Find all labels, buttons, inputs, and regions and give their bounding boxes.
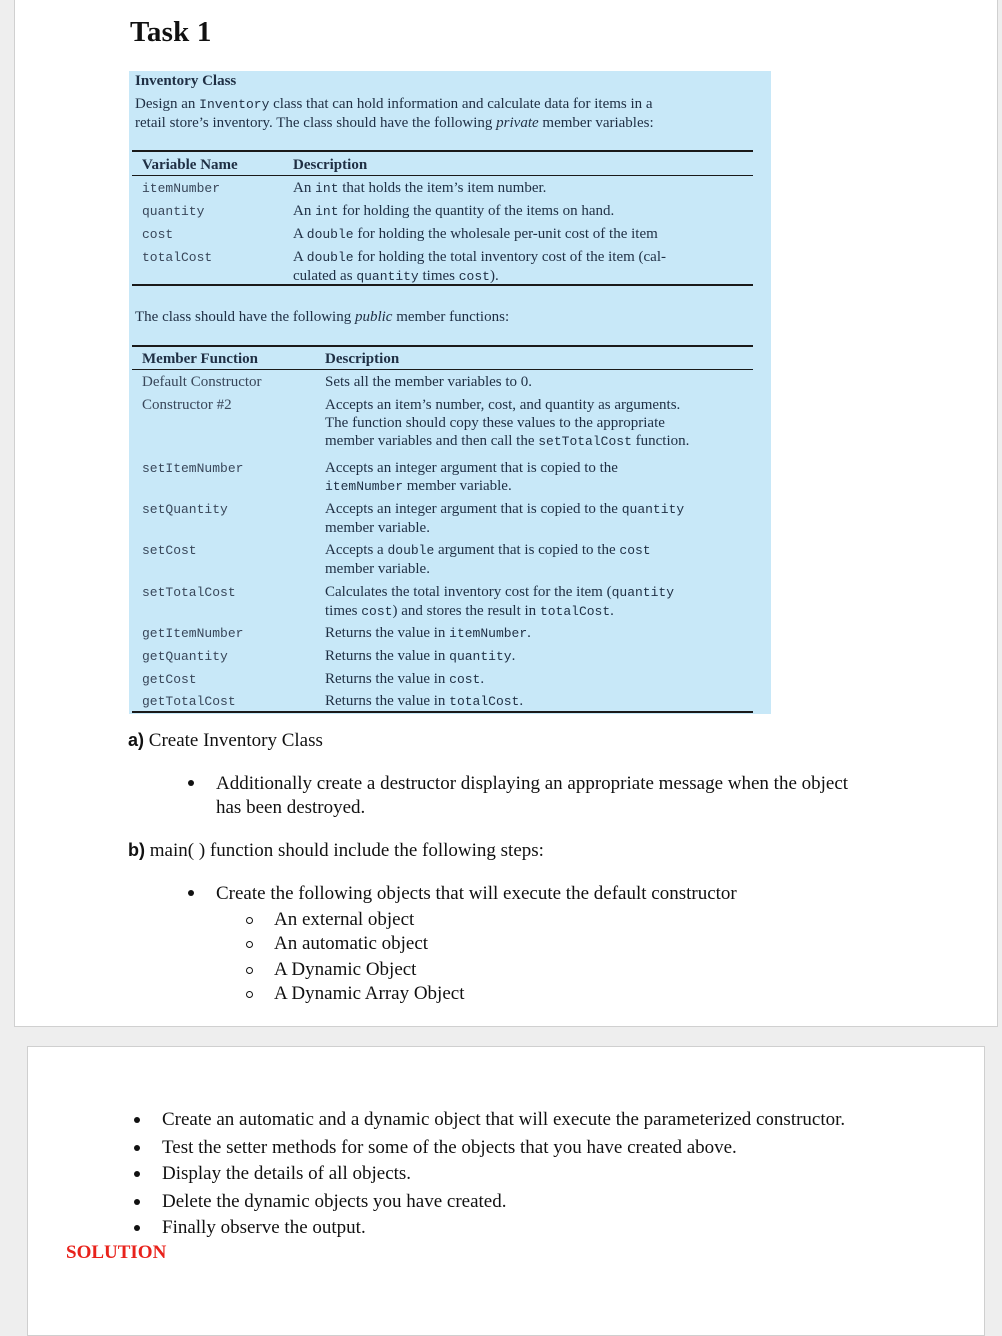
fn-desc-cell xyxy=(325,647,755,666)
circle-bullet-icon xyxy=(246,917,253,924)
desc-code: quantity xyxy=(449,649,512,664)
desc-line xyxy=(325,459,755,477)
desc-code: itemNumber xyxy=(325,479,404,494)
page2-bullet-item: Create an automatic and a dynamic object that will execute the parameterized constructor. xyxy=(162,1109,846,1130)
var-header-desc: Description xyxy=(293,157,368,173)
desc-line xyxy=(325,583,755,602)
sublist-item: An automatic object xyxy=(274,933,429,954)
desc-text: for holding the wholesale per-unit cost of the item xyxy=(353,226,658,242)
desc-text: times xyxy=(418,268,459,284)
fn-desc-cell xyxy=(325,624,755,643)
desc-text: . xyxy=(527,625,531,641)
desc-text: for holding the total inventory cost of the item (cal- xyxy=(353,249,666,265)
desc-code: quantity xyxy=(356,269,419,284)
fn-name-cell: setCost xyxy=(142,543,197,558)
table-rule xyxy=(132,711,753,713)
desc-code: quantity xyxy=(611,585,675,600)
table-rule xyxy=(132,175,753,176)
desc-line xyxy=(325,624,755,643)
circle-bullet-icon xyxy=(246,967,253,974)
desc-code: totalCost xyxy=(449,694,520,709)
page2-bullet-item: Finally observe the output. xyxy=(162,1217,366,1238)
fn-name-cell: getCost xyxy=(142,672,197,687)
fn-name-cell: getTotalCost xyxy=(142,694,236,709)
bullet-icon xyxy=(134,1145,140,1151)
part-b-label: b) xyxy=(128,840,145,860)
fn-header-desc: Description xyxy=(325,351,400,367)
desc-code: int xyxy=(315,204,339,219)
desc-text: Accepts an item’s number, cost, and quantity as arguments. xyxy=(325,397,681,413)
table-rule xyxy=(132,150,753,152)
desc-line xyxy=(325,692,755,711)
intro-text: Design an xyxy=(135,96,200,112)
desc-code: double xyxy=(387,543,435,558)
desc-line xyxy=(325,670,755,689)
desc-text: . xyxy=(519,693,524,709)
mid-text: The class should have the following xyxy=(135,309,355,325)
desc-line xyxy=(325,432,755,451)
fn-name-cell: setTotalCost xyxy=(142,585,236,600)
desc-text: An xyxy=(293,203,316,219)
desc-text: ) and stores the result in xyxy=(392,603,540,619)
task-title: Task 1 xyxy=(130,16,212,48)
desc-text: member variables and then call the xyxy=(325,433,539,449)
desc-text: Returns the value in xyxy=(325,671,450,687)
desc-text: An xyxy=(293,180,316,196)
desc-text: Returns the value in xyxy=(325,625,450,641)
desc-text: for holding the quantity of the items on hand. xyxy=(338,203,615,219)
desc-text: A xyxy=(293,226,307,242)
intro-emphasis: private xyxy=(496,115,539,131)
fn-desc-cell xyxy=(325,396,755,451)
desc-text: . xyxy=(511,648,516,664)
fn-desc-cell xyxy=(325,541,755,578)
bullet-icon xyxy=(134,1117,140,1123)
intro-text: retail store’s inventory. The class should have the following xyxy=(135,115,497,131)
desc-code: double xyxy=(306,250,354,265)
desc-code: double xyxy=(306,227,354,242)
desc-text: function. xyxy=(631,433,690,449)
page2-bullet-item: Display the details of all objects. xyxy=(162,1163,412,1184)
mid-emphasis: public xyxy=(354,309,393,325)
part-a-text: Create Inventory Class xyxy=(148,730,323,751)
mid-text: member functions: xyxy=(392,309,510,325)
fn-name-cell: Constructor #2 xyxy=(142,397,232,413)
fn-name-cell: setItemNumber xyxy=(142,461,244,476)
excerpt-heading: Inventory Class xyxy=(135,73,237,89)
fn-name-cell: Default Constructor xyxy=(142,374,262,390)
fn-desc-cell xyxy=(325,692,755,711)
desc-text: The function should copy these values to the appropriate xyxy=(325,415,665,431)
bullet-icon xyxy=(188,780,194,786)
bullet-icon xyxy=(134,1199,140,1205)
desc-code: int xyxy=(315,181,339,196)
desc-line xyxy=(325,541,755,560)
desc-text: Sets all the member variables to 0. xyxy=(325,374,533,390)
desc-line xyxy=(293,202,753,221)
fn-name-cell: getItemNumber xyxy=(142,626,244,641)
part-b-bullet: Create the following objects that will execute the default constructor xyxy=(216,883,737,904)
desc-text: Accepts a xyxy=(325,542,388,558)
part-a-bullet: Additionally create a destructor displaying an appropriate message when the object has been destroyed. xyxy=(216,773,849,818)
desc-text: that holds the item’s item number. xyxy=(338,180,547,196)
table-rule xyxy=(132,369,753,370)
intro-text: class that can hold information and calculate data for items in a xyxy=(269,96,653,112)
desc-text: A xyxy=(293,249,307,265)
excerpt-intro xyxy=(135,95,760,132)
var-desc-cell xyxy=(293,248,753,286)
var-name-cell: itemNumber xyxy=(142,181,221,196)
fn-desc-cell xyxy=(325,500,755,537)
desc-line xyxy=(325,414,755,432)
fn-desc-cell xyxy=(325,459,755,496)
desc-text: Returns the value in xyxy=(325,693,450,709)
desc-text: ). xyxy=(489,268,499,284)
page2-bullet-item: Delete the dynamic objects you have created. xyxy=(162,1191,507,1212)
desc-text: member variable. xyxy=(325,520,430,536)
var-name-cell: quantity xyxy=(142,204,205,219)
var-header-name: Variable Name xyxy=(142,157,238,173)
desc-code: cost xyxy=(619,543,651,558)
desc-line xyxy=(325,396,755,414)
desc-text: member variable. xyxy=(325,561,430,577)
desc-line xyxy=(325,602,755,621)
fn-header-name: Member Function xyxy=(142,351,258,367)
desc-text: . xyxy=(610,603,614,619)
part-b-heading xyxy=(128,840,544,862)
desc-code: setTotalCost xyxy=(538,434,632,449)
intro-code: Inventory xyxy=(199,97,270,112)
desc-text: argument that is copied to the xyxy=(434,542,620,558)
fn-desc-cell xyxy=(325,583,755,621)
desc-text: Returns the value in xyxy=(325,648,450,664)
desc-code: cost xyxy=(458,269,490,284)
desc-code: cost xyxy=(449,672,481,687)
fn-desc-cell xyxy=(325,373,755,391)
var-desc-cell xyxy=(293,179,753,198)
desc-line xyxy=(325,519,755,537)
var-name-cell: totalCost xyxy=(142,250,213,265)
bullet-icon xyxy=(134,1225,140,1231)
desc-line xyxy=(325,373,755,391)
desc-line xyxy=(293,179,753,198)
fn-desc-cell xyxy=(325,670,755,689)
desc-text: Calculates the total inventory cost for the item ( xyxy=(325,584,612,600)
circle-bullet-icon xyxy=(246,941,253,948)
fn-name-cell: getQuantity xyxy=(142,649,228,664)
fn-name-cell: setQuantity xyxy=(142,502,228,517)
solution-label: SOLUTION xyxy=(66,1242,167,1263)
intro-text: member variables: xyxy=(538,115,654,131)
desc-code: quantity xyxy=(621,502,685,517)
bullet-icon xyxy=(134,1171,140,1177)
desc-text: Accepts an integer argument that is copied to the xyxy=(325,460,618,476)
circle-bullet-icon xyxy=(246,991,253,998)
sublist-item: A Dynamic Array Object xyxy=(274,983,465,1004)
desc-code: cost xyxy=(361,604,393,619)
var-desc-cell xyxy=(293,202,753,221)
desc-line xyxy=(325,477,755,496)
sublist-item: A Dynamic Object xyxy=(274,959,417,980)
var-name-cell: cost xyxy=(142,227,174,242)
desc-text: . xyxy=(480,671,485,687)
desc-line xyxy=(293,225,753,244)
desc-line xyxy=(325,560,755,578)
desc-text: member variable. xyxy=(403,478,512,494)
page2-bullet-item: Test the setter methods for some of the objects that you have created above. xyxy=(162,1137,737,1158)
table-rule xyxy=(132,345,753,347)
part-a-label: a) xyxy=(128,730,145,750)
desc-line xyxy=(325,500,755,519)
textbook-excerpt-image xyxy=(129,71,771,714)
part-a-heading xyxy=(128,730,323,752)
bullet-icon xyxy=(188,890,194,896)
desc-text: culated as xyxy=(293,268,357,284)
desc-text: Accepts an integer argument that is copied to the xyxy=(325,501,622,517)
desc-line xyxy=(325,647,755,666)
desc-line xyxy=(293,267,753,286)
part-b-text: main( ) function should include the following steps: xyxy=(149,840,544,861)
desc-text: times xyxy=(325,603,362,619)
var-desc-cell xyxy=(293,225,753,244)
sublist-item: An external object xyxy=(274,909,415,930)
excerpt-mid-text xyxy=(135,308,760,326)
desc-code: totalCost xyxy=(539,604,611,619)
desc-code: itemNumber xyxy=(449,626,528,641)
desc-line xyxy=(293,248,753,267)
